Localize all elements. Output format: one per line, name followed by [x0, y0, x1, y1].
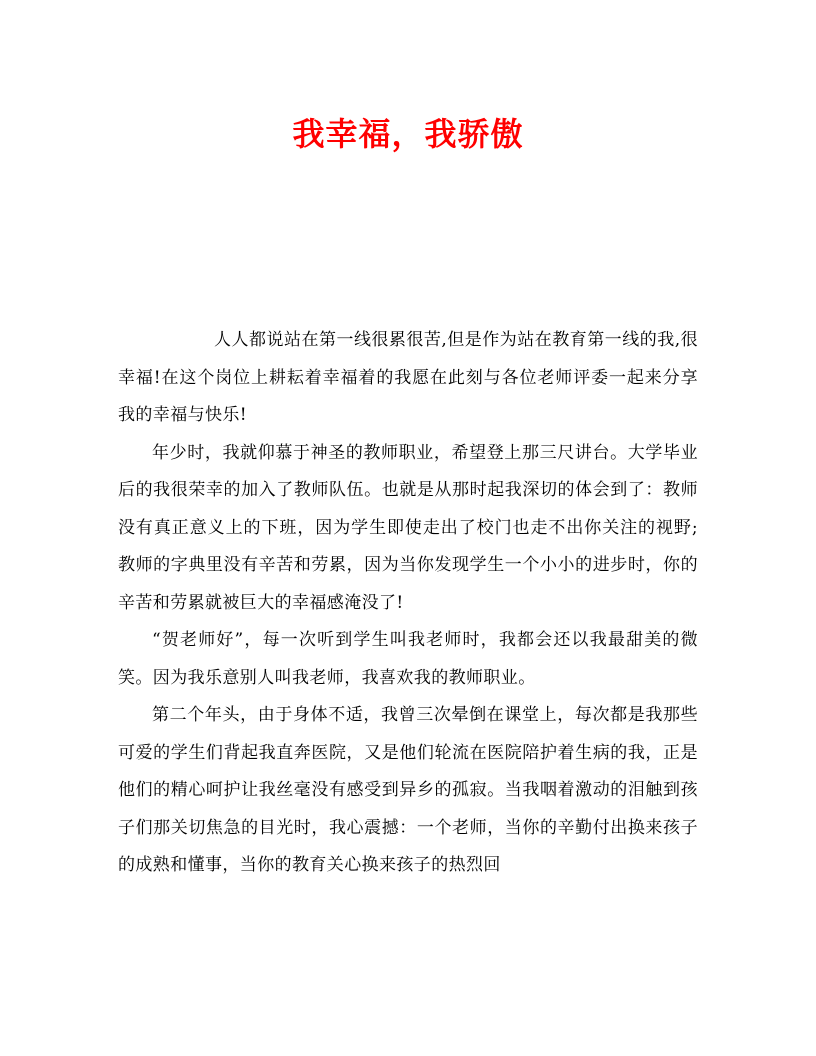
paragraph-1: 人人都说站在第一线很累很苦,但是作为站在教育第一线的我,很幸福!在这个岗位上耕耘着幸福着的我愿在此刻与各位老师评委一起来分享我的幸福与快乐! [118, 330, 698, 425]
paragraph-2: 年少时，我就仰慕于神圣的教师职业，希望登上那三尺讲台。大学毕业后的我很荣幸的加入了教师队伍。也就是从那时起我深切的体会到了：教师没有真正意义上的下班，因为学生即使走出了校门也走不出你关注的视野;教师的字典里没有辛苦和劳累，因为当你发现学生一个小小的进步时，你的辛苦和劳累就被巨大的幸福感淹没了! [118, 442, 698, 613]
paragraph-3: “贺老师好”，每一次听到学生叫我老师时，我都会还以我最甜美的微笑。因为我乐意别人叫我老师，我喜欢我的教师职业。 [118, 630, 698, 688]
paragraph-4: 第二个年头，由于身体不适，我曾三次晕倒在课堂上，每次都是我那些可爱的学生们背起我直奔医院，又是他们轮流在医院陪护着生病的我，正是他们的精心呵护让我丝毫没有感受到异乡的孤寂。当我咽着激动的泪触到孩子们那关切焦急的目光时，我心震撼：一个老师，当你的辛勤付出换来孩子的成熟和懂事，当你的教育关心换来孩子的热烈回 [118, 705, 698, 875]
document-title: 我幸福，我骄傲 [292, 115, 524, 153]
document-body [118, 322, 698, 885]
